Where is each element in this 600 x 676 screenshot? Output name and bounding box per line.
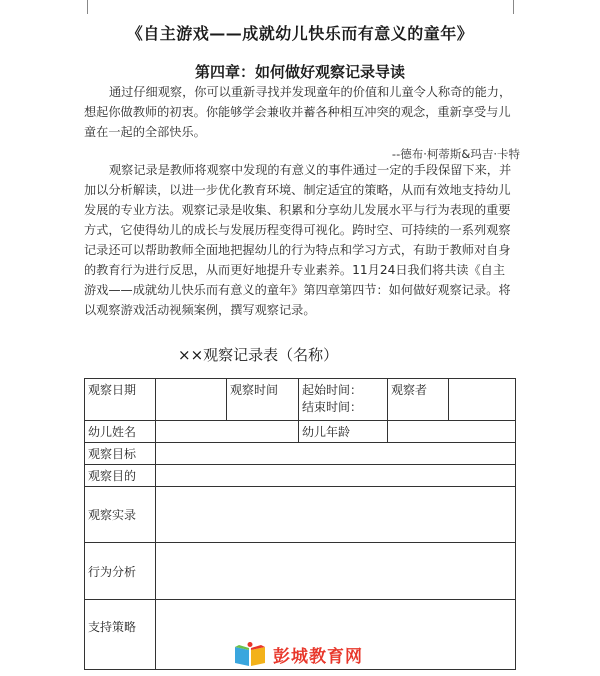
observation-date-label: 观察日期 <box>85 379 156 421</box>
quote-paragraph: 通过仔细观察，你可以重新寻找并发现童年的价值和儿童令人称奇的能力，想起你做教师的初衷。你能够学会兼收并蓄各种相互冲突的观念，重新享受与儿童在一起的全部快乐。 <box>84 85 512 139</box>
child-age-value[interactable] <box>388 421 516 443</box>
page-corner-mark-left <box>87 0 88 14</box>
child-age-label: 幼儿年龄 <box>299 421 388 443</box>
open-book-icon <box>233 641 267 667</box>
table-row <box>85 379 516 421</box>
watermark-logo <box>233 639 363 669</box>
observation-purpose-label: 观察目的 <box>85 465 156 487</box>
start-time-label: 起始时间： <box>302 383 363 397</box>
table-row <box>85 443 516 465</box>
observation-time-range-cell[interactable] <box>299 379 388 421</box>
child-name-label: 幼儿姓名 <box>85 421 156 443</box>
observation-target-value[interactable] <box>156 443 516 465</box>
end-time-label: 结束时间： <box>302 400 363 414</box>
watermark-text: 彭城教育网 <box>273 646 363 667</box>
observer-label: 观察者 <box>388 379 449 421</box>
observation-record-table <box>84 378 516 670</box>
observation-target-label: 观察目标 <box>85 443 156 465</box>
body-paragraph: 观察记录是教师将观察中发现的有意义的事件通过一定的手段保留下来，并加以分析解读，以进一步优化教育环境、制定适宜的策略，从而有效地支持幼儿发展的专业方法。观察记录是收集、积累和分享幼儿发展水平与行为表现的重要方式，它使得幼儿的成长与发展历程变得可视化。跨时空、可持续的一系列观察记录还可以帮助教师全面地把握幼儿的行为特点和学习方式，有助于教师对自身的教育行为进行反思，从而更好地提升专业素养。11月24日我们将共读《自主游戏——成就幼儿快乐而有意义的童年》第四章第四节：如何做好观察记录。将以观察游戏活动视频案例，撰写观察记录。 <box>84 163 512 317</box>
page-corner-mark-right <box>513 0 514 14</box>
observation-date-value[interactable] <box>156 379 227 421</box>
table-title: ××观察记录表（名称） <box>178 346 339 364</box>
chapter-title: 第四章：如何做好观察记录导读 <box>194 63 405 81</box>
observation-purpose-value[interactable] <box>156 465 516 487</box>
table-row <box>85 465 516 487</box>
support-strategy-label: 支持策略 <box>85 600 156 670</box>
behavior-analysis-value[interactable] <box>156 543 516 600</box>
quote-attribution: --德布·柯蒂斯&玛吉·卡特 <box>391 147 520 161</box>
observer-value[interactable] <box>449 379 516 421</box>
table-row <box>85 421 516 443</box>
table-row <box>85 543 516 600</box>
observation-record-value[interactable] <box>156 487 516 543</box>
observation-record-label: 观察实录 <box>85 487 156 543</box>
behavior-analysis-label: 行为分析 <box>85 543 156 600</box>
observation-time-label: 观察时间 <box>227 379 299 421</box>
table-row <box>85 487 516 543</box>
child-name-value[interactable] <box>156 421 299 443</box>
book-title: 《自主游戏——成就幼儿快乐而有意义的童年》 <box>126 24 474 43</box>
